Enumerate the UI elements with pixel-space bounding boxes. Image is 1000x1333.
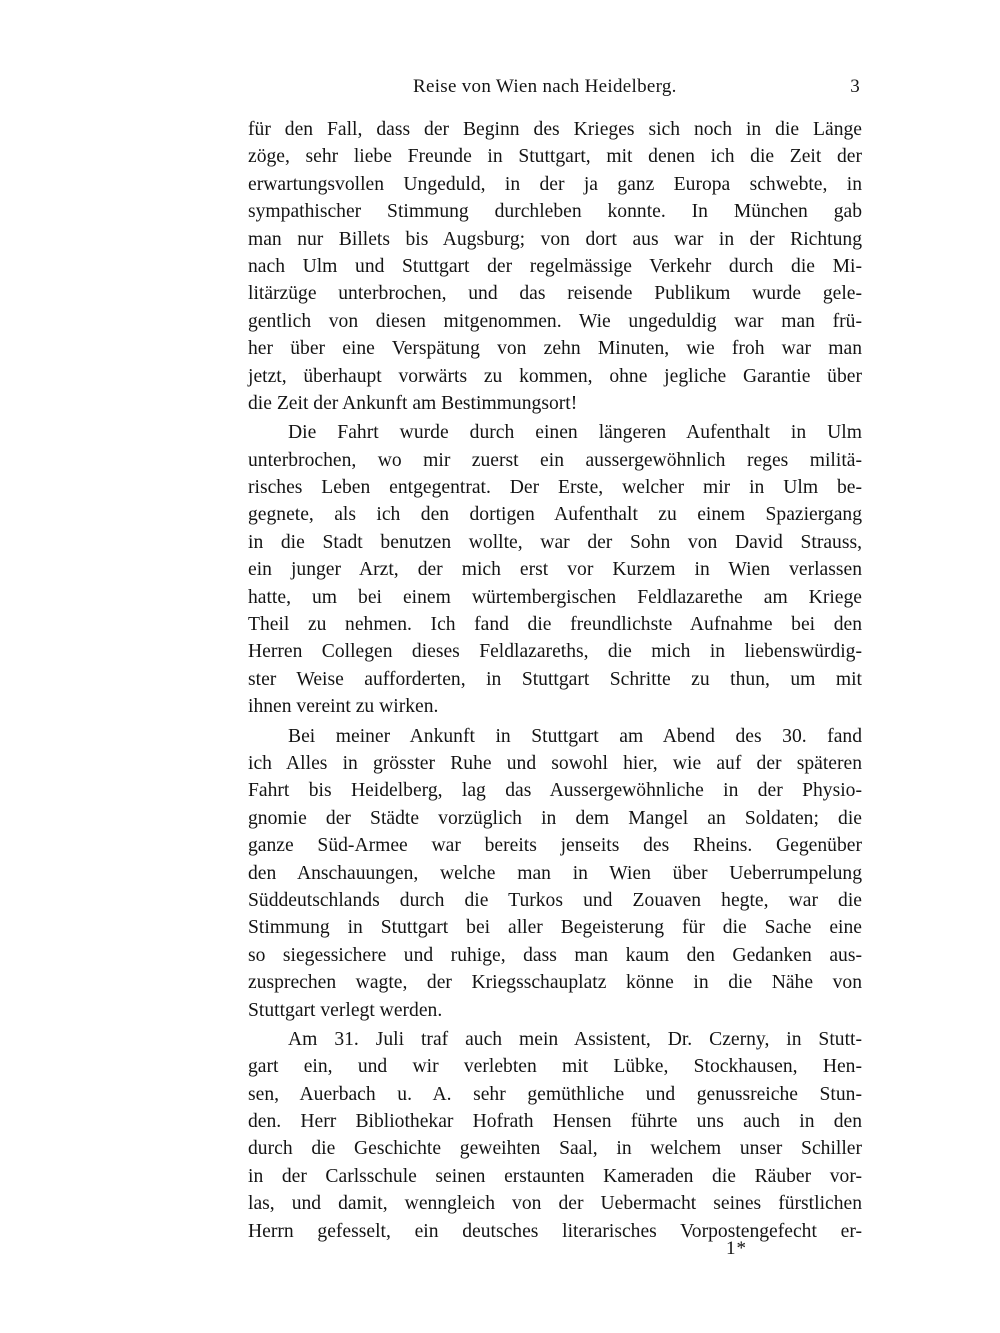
running-head — [248, 76, 862, 104]
text-line: ihnen vereint zu wirken. — [248, 696, 439, 718]
text-line: unterbrochen, wo mir zuerst ein aussergewöhnlich reges militä- — [248, 449, 862, 471]
running-title: Reise von Wien nach Heidelberg. — [413, 76, 677, 97]
text-line: hatte, um bei einem würtembergischen Feldlazarethe am Kriege — [248, 586, 862, 608]
text-line: ganze Süd-Armee war bereits jenseits des Rheins. Gegenüber — [248, 835, 862, 857]
page-number: 3 — [850, 76, 860, 97]
text-line: jetzt, überhaupt vorwärts zu kommen, ohne jegliche Garantie über — [248, 365, 862, 387]
text-line: man nur Billets bis Augsburg; von dort aus war in der Richtung — [248, 228, 862, 250]
text-line: Süddeutschlands durch die Turkos und Zouaven hegte, war die — [248, 889, 862, 911]
text-line: risches Leben entgegentrat. Der Erste, welcher mir in Ulm be- — [248, 477, 862, 499]
text-line: Theil zu nehmen. Ich fand die freundlichste Aufnahme bei den — [248, 614, 862, 636]
paragraph-3 — [248, 723, 862, 1024]
text-line: gnomie der Städte vorzüglich in dem Mangel an Soldaten; die — [248, 807, 862, 829]
text-line: den Anschauungen, welche man in Wien über Ueberrumpelung — [248, 862, 862, 884]
text-line: Bei meiner Ankunft in Stuttgart am Abend des 30. fand — [288, 725, 862, 747]
signature-mark: 1* — [726, 1238, 747, 1259]
text-line: litärzüge unterbrochen, und das reisende Publikum wurde gele- — [248, 283, 862, 305]
text-line: für den Fall, dass der Beginn des Krieges sich noch in die Länge — [248, 119, 862, 140]
text-line: den. Herr Bibliothekar Hofrath Hensen führte uns auch in den — [248, 1111, 862, 1133]
text-line: sen, Auerbach u. A. sehr gemüthliche und genussreiche Stun- — [248, 1083, 862, 1105]
text-line: durch die Geschichte geweihten Saal, in welchem unser Schiller — [248, 1138, 862, 1160]
text-line: Stuttgart verlegt werden. — [248, 999, 443, 1021]
text-line: gegnete, als ich den dortigen Aufenthalt zu einem Spaziergang — [248, 504, 862, 526]
text-line: nach Ulm und Stuttgart der regelmässige Verkehr durch die Mi- — [248, 255, 862, 277]
text-line: sympathischer Stimmung durchleben konnte. In München gab — [248, 201, 862, 223]
text-line: Fahrt bis Heidelberg, lag das Aussergewöhnliche in der Physio- — [248, 780, 862, 802]
text-line: gentlich von diesen mitgenommen. Wie ungeduldig war man frü- — [248, 310, 862, 332]
paragraph-2 — [248, 419, 862, 720]
text-line: Die Fahrt wurde durch einen längeren Aufenthalt in Ulm — [288, 422, 862, 444]
text-line: las, und damit, wenngleich von der Uebermacht seines fürstlichen — [248, 1193, 862, 1215]
text-line: Herrn gefesselt, ein deutsches literarisches Vorpostengefecht er- — [248, 1220, 862, 1242]
text-line: Am 31. Juli traf auch mein Assistent, Dr. Czerny, in Stutt- — [288, 1028, 862, 1050]
paragraph-1 — [248, 116, 862, 417]
text-line: zusprechen wagte, der Kriegsschauplatz könne in die Nähe von — [248, 972, 862, 994]
text-line: in der Carlsschule seinen erstaunten Kameraden die Räuber vor- — [248, 1165, 862, 1187]
text-line: die Zeit der Ankunft am Bestimmungsort! — [248, 392, 578, 414]
text-line: erwartungsvollen Ungeduld, in der ja ganz Europa schwebte, in — [248, 173, 862, 195]
text-line: Herren Collegen dieses Feldlazareths, die mich in liebenswürdig- — [248, 641, 862, 663]
text-line: ster Weise aufforderten, in Stuttgart Schritte zu thun, um mit — [248, 668, 862, 690]
text-line: zöge, sehr liebe Freunde in Stuttgart, mit denen ich die Zeit der — [248, 146, 862, 168]
text-line: ich Alles in grösster Ruhe und sowohl hier, wie auf der späteren — [248, 752, 862, 774]
text-line: so siegessichere und ruhige, dass man kaum den Gedanken aus- — [248, 944, 862, 966]
body-text — [248, 116, 862, 1245]
text-line: in die Stadt benutzen wollte, war der Sohn von David Strauss, — [248, 531, 862, 553]
text-line: gart ein, und wir verlebten mit Lübke, Stockhausen, Hen- — [248, 1056, 862, 1078]
paragraph-4 — [248, 1026, 862, 1245]
text-line: ein junger Arzt, der mich erst vor Kurzem in Wien verlassen — [248, 559, 862, 581]
text-line: Stimmung in Stuttgart bei aller Begeisterung für die Sache eine — [248, 917, 862, 939]
text-line: her über eine Verspätung von zehn Minuten, wie froh war man — [248, 338, 862, 360]
